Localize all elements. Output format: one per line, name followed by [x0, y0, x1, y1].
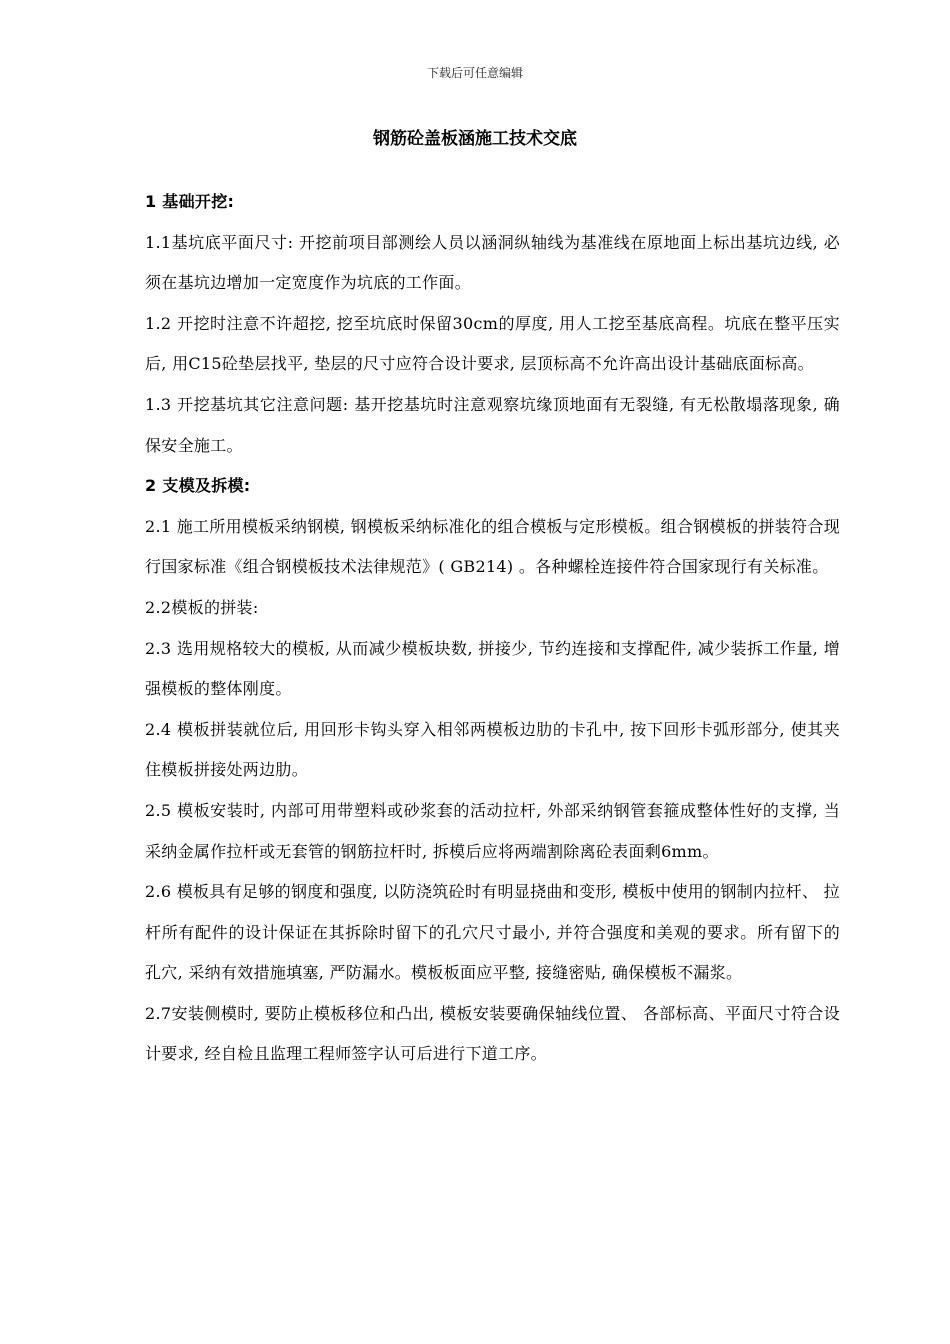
paragraph-1-1: 1.1基坑底平面尺寸: 开挖前项目部测绘人员以涵洞纵轴线为基准线在原地面上标出基坑边线, 必须在基坑边增加一定宽度作为坑底的工作面。	[145, 232, 840, 293]
paragraph-1-2: 1.2 开挖时注意不许超挖, 挖至坑底时保留30cm的厚度, 用人工挖至基底高程。坑底在整平压实后, 用C15砼垫层找平, 垫层的尺寸应符合设计要求, 层顶标高不允许高出设计基础底面标高。	[145, 313, 840, 374]
paragraph-2-4: 2.4 模板拼装就位后, 用回形卡钩头穿入相邻两模板边肋的卡孔中, 按下回形卡弧形部分, 使其夹住模板拼接处两边肋。	[145, 719, 840, 780]
paragraph-2-3: 2.3 选用规格较大的模板, 从而减少模板块数, 拼接少, 节约连接和支撑配件, 减少装拆工作量, 增强模板的整体刚度。	[145, 638, 840, 699]
document-body	[145, 182, 840, 1075]
paragraph-2-1: 2.1 施工所用模板采纳钢模, 钢模板采纳标准化的组合模板与定形模板。组合钢模板的拼装符合现行国家标准《组合钢模板技术法律规范》( GB214) 。各种螺栓连接件符合国家现行有关标准。	[145, 516, 840, 577]
document-title: 钢筋砼盖板涵施工技术交底	[373, 129, 577, 149]
paragraph-2-5: 2.5 模板安装时, 内部可用带塑料或砂浆套的活动拉杆, 外部采纳钢管套箍成整体性好的支撑, 当采纳金属作拉杆或无套管的钢筋拉杆时, 拆模后应将两端割除离砼表面剩6mm。	[145, 800, 840, 861]
section-heading-1: 1 基础开挖:	[145, 192, 235, 211]
section-heading-2: 2 支模及拆模:	[145, 476, 251, 496]
paragraph-1-3: 1.3 开挖基坑其它注意问题: 基开挖基坑时注意观察坑缘顶地面有无裂缝, 有无松散塌落现象, 确保安全施工。	[145, 394, 840, 455]
paragraph-2-6: 2.6 模板具有足够的钢度和强度, 以防浇筑砼时有明显挠曲和变形, 模板中使用的钢制内拉杆、 拉杆所有配件的设计保证在其拆除时留下的孔穴尺寸最小, 并符合强度和美观的要求。所有留下的孔穴, 采纳有效措施填塞, 严防漏水。模板板面应平整, 接缝密贴, 确保模板不漏浆。	[145, 882, 840, 983]
paragraph-2-7: 2.7安装侧模时, 要防止模板移位和凸出, 模板安装要确保轴线位置、 各部标高、平面尺寸符合设计要求, 经自检且监理工程师签字认可后进行下道工序。	[145, 1003, 840, 1064]
header-note: 下载后可任意编辑	[426, 66, 523, 80]
paragraph-2-2: 2.2模板的拼装:	[145, 597, 259, 617]
